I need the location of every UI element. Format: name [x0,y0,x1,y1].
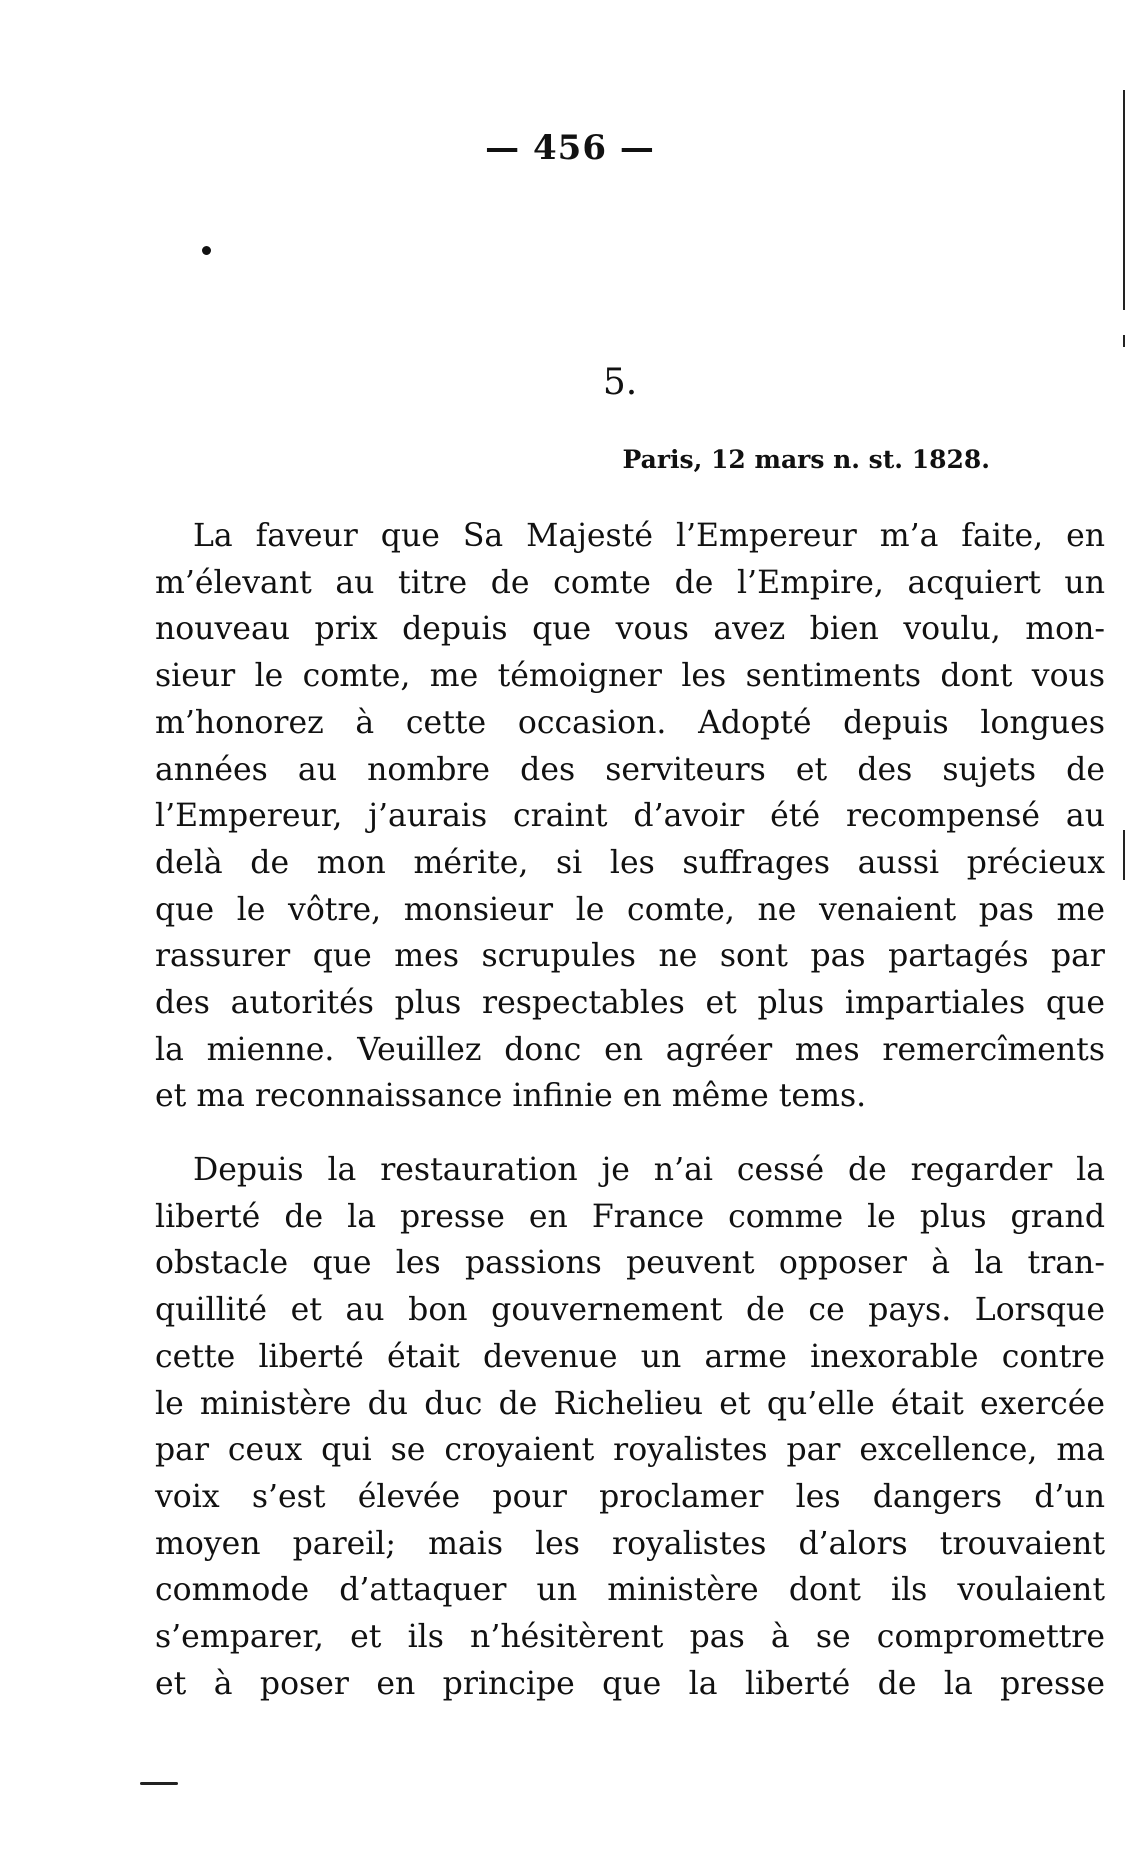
letter-dateline: Paris, 12 mars n. st. 1828. [622,445,990,474]
text-line: la mienne. Veuillez donc en agréer mes remercîments [155,1031,1105,1068]
page-edge-rule [1123,90,1125,310]
text-line: moyen pareil; mais les royalistes d’alors trouvaient [155,1525,1105,1562]
text-line: Depuis la restauration je n’ai cessé de regarder la [193,1152,1105,1188]
text-line: années au nombre des serviteurs et des sujets de [155,751,1105,788]
text-line: liberté de la presse en France comme le plus grand [155,1198,1105,1235]
paragraph-1 [155,513,1105,1120]
paragraph-2 [155,1147,1105,1707]
text-line: s’emparer, et ils n’hésitèrent pas à se compromettre [155,1619,1105,1656]
text-line: des autorités plus respectables et plus impartiales que [155,985,1105,1022]
text-line: quillité et au bon gouvernement de ce pays. Lorsque [155,1292,1105,1329]
text-line: obstacle que les passions peuvent opposer à la tran- [155,1245,1105,1282]
text-line: rassurer que mes scrupules ne sont pas partagés par [155,938,1105,975]
text-line: m’élevant au titre de comte de l’Empire, acquiert un [155,564,1105,601]
text-line: nouveau prix depuis que vous avez bien voulu, mon- [155,611,1105,648]
page-edge-rule [1123,335,1125,347]
page-edge-rule [1123,830,1125,880]
text-line: et à poser en principe que la liberté de la presse [155,1665,1105,1702]
text-line: commode d’attaquer un ministère dont ils voulaient [155,1572,1105,1609]
section-number: 5. [602,362,638,403]
printer-mark [140,1782,178,1785]
text-line: par ceux qui se croyaient royalistes par excellence, ma [155,1432,1105,1469]
text-line: que le vôtre, monsieur le comte, ne venaient pas me [155,891,1105,928]
text-line: delà de mon mérite, si les suffrages aussi précieux [155,844,1105,881]
text-line: le ministère du duc de Richelieu et qu’elle était exercée [155,1385,1105,1422]
print-speck [202,246,211,255]
page-number: — 456 — [485,128,655,168]
text-line: et ma reconnaissance infinie en même tems. [155,1078,867,1115]
text-line: La faveur que Sa Majesté l’Empereur m’a faite, en [193,518,1105,554]
text-line: l’Empereur, j’aurais craint d’avoir été recompensé au [155,798,1105,835]
text-line: sieur le comte, me témoigner les sentiments dont vous [155,658,1105,695]
text-line: m’honorez à cette occasion. Adopté depuis longues [155,704,1105,741]
text-line: voix s’est élevée pour proclamer les dangers d’un [155,1478,1105,1515]
text-line: cette liberté était devenue un arme inexorable contre [155,1338,1105,1375]
